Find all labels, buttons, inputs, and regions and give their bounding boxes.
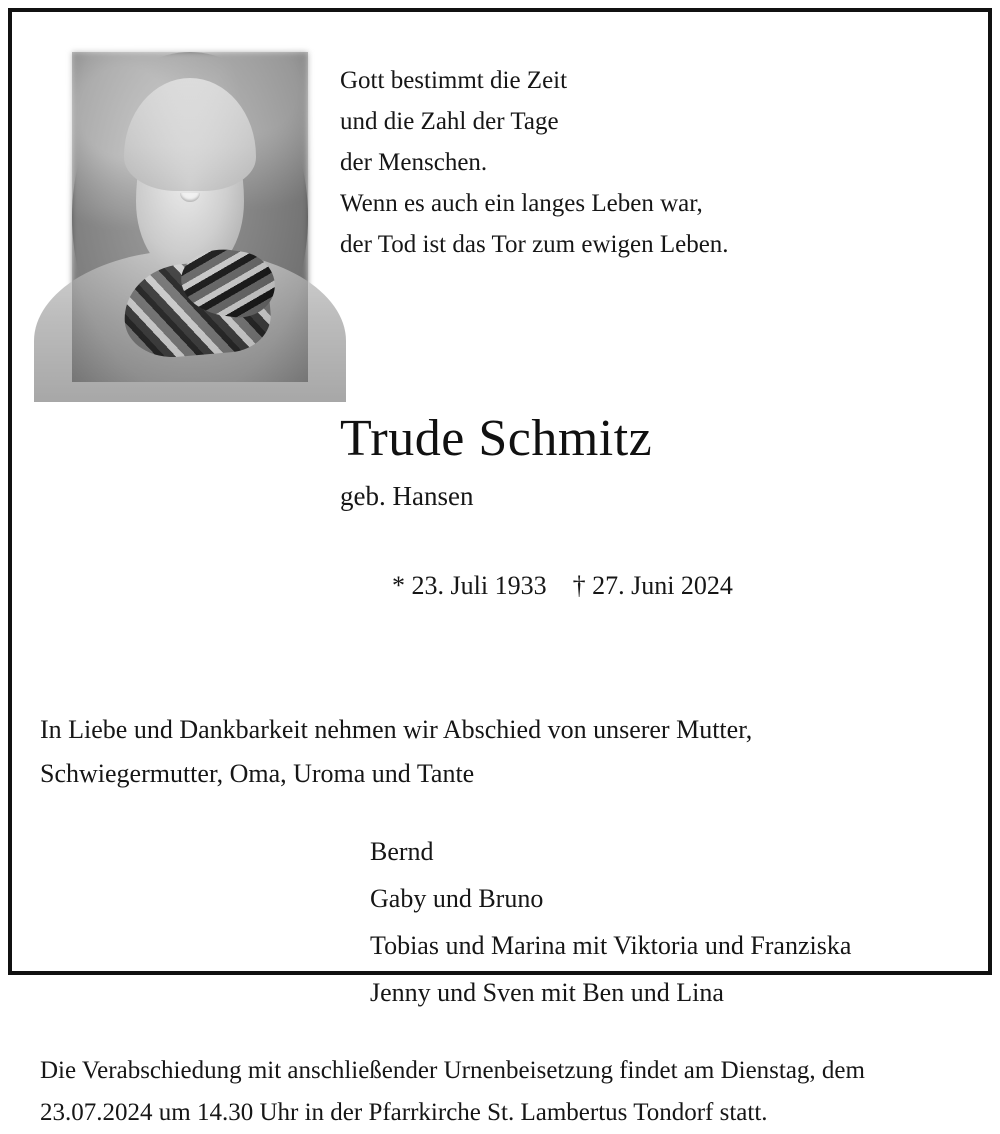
list-item: Bernd [370,837,434,866]
name-block [340,382,954,652]
notice-content [12,12,988,1126]
deceased-name: Trude Schmitz [340,410,653,467]
header-row [40,38,954,382]
portrait-photo [72,52,308,382]
verse-line: der Tod ist das Tor zum ewigen Leben. [340,231,729,258]
list-item: Jenny und Sven mit Ben und Lina [370,978,724,1007]
verse-block [340,38,954,265]
funeral-details-line: 23.07.2024 um 14.30 Uhr in der Pfarrkirche St. Lambertus Tondorf statt. [40,1099,768,1126]
portrait-vignette [72,52,308,382]
death-date: † 27. Juni 2024 [572,571,733,600]
family-list [370,828,954,1016]
portrait-container [40,38,340,382]
verse-line: der Menschen. [340,149,488,176]
life-dates [340,518,954,652]
maiden-name: geb. Hansen [340,481,474,511]
verse-line: und die Zahl der Tage [340,108,559,135]
intro-line: In Liebe und Dankbarkeit nehmen wir Abschied von unserer Mutter, [40,715,753,744]
list-item: Gaby und Bruno [370,884,544,913]
funeral-details [40,1050,954,1134]
list-item: Tobias und Marina mit Viktoria und Franziska [370,931,852,960]
funeral-details-line: Die Verabschiedung mit anschließender Urnenbeisetzung findet am Dienstag, dem [40,1057,865,1084]
intro-line: Schwiegermutter, Oma, Uroma und Tante [40,759,475,788]
intro-block [40,708,954,796]
verse-line: Wenn es auch ein langes Leben war, [340,190,703,217]
verse-line: Gott bestimmt die Zeit [340,67,568,94]
birth-date: * 23. Juli 1933 [392,571,547,600]
